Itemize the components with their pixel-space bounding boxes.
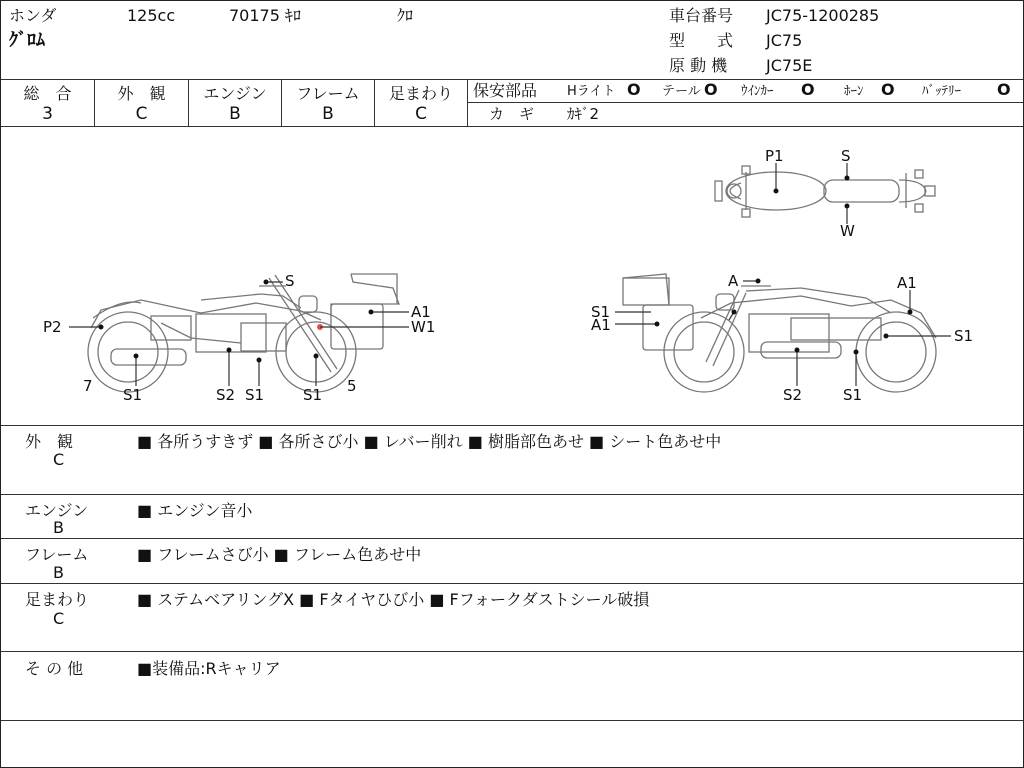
engine-label: 原 動 機	[669, 56, 728, 75]
safety-title: 保安部品	[473, 81, 538, 100]
label-p2-left: P2	[43, 318, 62, 336]
divider	[468, 102, 1023, 103]
label-s1b-right: S1	[954, 327, 974, 345]
divider	[1, 79, 1023, 80]
key-label: カ ギ	[489, 105, 535, 123]
label-a-right: A	[728, 272, 739, 290]
section-engine-notes: ■ エンジン音小	[137, 501, 253, 520]
label-7-left: 7	[83, 377, 93, 395]
divider	[1, 494, 1023, 495]
color: ｸﾛ	[397, 6, 414, 25]
maker: ホンダ	[9, 6, 57, 25]
section-frame-grade: B	[53, 563, 64, 582]
safety-horn: ﾎｰﾝ	[844, 84, 864, 99]
divider	[1, 583, 1023, 584]
overall-label: 総 合	[23, 84, 72, 103]
section-exterior-head: 外 観	[25, 432, 74, 451]
right-view-bike	[623, 274, 936, 392]
safety-winker-mark: O	[801, 80, 815, 99]
label-s1b-left: S1	[245, 386, 265, 404]
label-s1c-left: S1	[303, 386, 323, 404]
section-engine-head: エンジン	[25, 501, 89, 520]
suspension-grade: C	[415, 104, 427, 124]
label-s1a-right: S1	[591, 303, 611, 321]
label-w1-left: W1	[411, 318, 436, 336]
diagram-labels	[43, 147, 973, 404]
label-w-top: W	[840, 222, 855, 240]
safety-battery-mark: O	[997, 80, 1011, 99]
frame-no: JC75-1200285	[766, 6, 880, 25]
label-a1-left: A1	[411, 303, 431, 321]
divider	[1, 425, 1023, 426]
exterior-grade: C	[135, 104, 148, 124]
label-s1c-right: S1	[843, 386, 863, 404]
safety-tail-mark: O	[704, 80, 718, 99]
section-other-notes: ■装備品:Rキャリア	[137, 659, 281, 678]
frame-grade-label: フレーム	[296, 84, 360, 103]
top-view-bike	[715, 166, 935, 217]
damage-diagram	[1, 128, 1023, 424]
section-exterior-grade: C	[53, 450, 65, 469]
label-p1: P1	[765, 147, 784, 165]
overall-grade: 3	[42, 104, 53, 124]
section-exterior-notes: ■ 各所うすきず ■ 各所さび小 ■ レバー削れ ■ 樹脂部色あせ ■ シート色あせ中	[137, 432, 722, 451]
label-s1a-left: S1	[123, 386, 143, 404]
engine-grade-label: エンジン	[203, 84, 267, 103]
divider	[467, 79, 468, 126]
frame-no-label: 車台番号	[669, 6, 734, 25]
mileage: 70175 ｷﾛ	[229, 6, 301, 25]
type-label: 型 式	[669, 31, 734, 50]
safety-tail: テール	[662, 84, 701, 99]
section-suspension-notes: ■ ステムベアリングX ■ Fタイヤひび小 ■ Fフォークダストシール破損	[137, 590, 650, 609]
label-s2-right: S2	[783, 386, 803, 404]
engine-value: JC75E	[766, 56, 813, 75]
safety-battery: ﾊﾞｯﾃﾘｰ	[922, 84, 961, 99]
divider	[1, 538, 1023, 539]
label-s-top: S	[841, 147, 851, 165]
label-5-left: 5	[347, 377, 357, 395]
safety-winker: ｳｲﾝｶｰ	[741, 84, 774, 99]
safety-headlight: Hライト	[567, 84, 616, 99]
displacement: 125cc	[127, 6, 176, 25]
exterior-label: 外 観	[117, 84, 166, 103]
left-view-bike	[88, 274, 399, 392]
label-s-left: S	[285, 272, 295, 290]
divider	[1, 126, 1023, 127]
section-frame-notes: ■ フレームさび小 ■ フレーム色あせ中	[137, 545, 422, 564]
section-suspension-head: 足まわり	[25, 590, 90, 609]
model-name: ｸﾞﾛﾑ	[9, 30, 45, 51]
label-a1b-right: A1	[591, 316, 611, 334]
section-suspension-grade: C	[53, 609, 65, 628]
section-engine-grade: B	[53, 518, 64, 537]
divider	[1, 651, 1023, 652]
frame-grade: B	[322, 104, 334, 124]
key-value: ｶｷﾞ2	[567, 105, 600, 123]
section-other-head: そ の 他	[25, 659, 84, 678]
type-value: JC75	[766, 31, 803, 50]
divider	[1, 720, 1023, 721]
engine-grade: B	[229, 104, 241, 124]
label-a1a-right: A1	[897, 274, 917, 292]
safety-headlight-mark: O	[627, 80, 641, 99]
section-frame-head: フレーム	[25, 545, 89, 564]
label-s2-left: S2	[216, 386, 236, 404]
safety-horn-mark: O	[881, 80, 895, 99]
suspension-grade-label: 足まわり	[388, 84, 453, 103]
